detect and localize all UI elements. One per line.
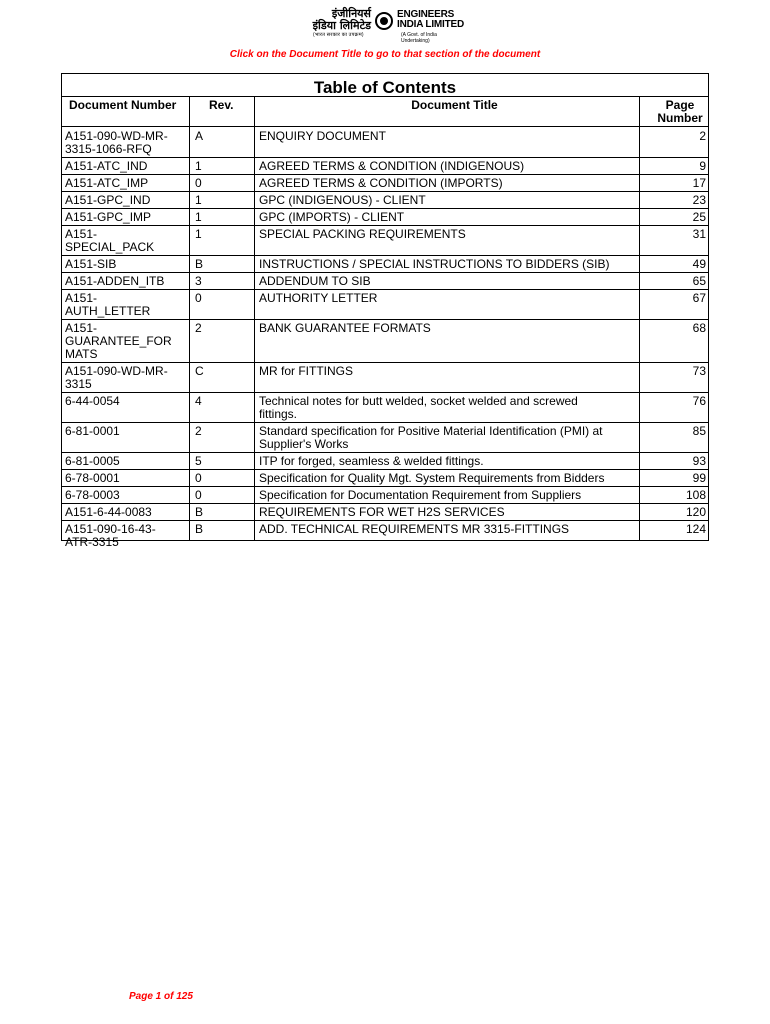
row-divider: [62, 157, 708, 158]
document-number: A151- SPECIAL_PACK: [65, 227, 155, 254]
page-number: 76: [692, 394, 706, 408]
document-number: A151-ATC_IMP: [65, 176, 149, 190]
row-divider: [62, 503, 708, 504]
revision: 0: [195, 176, 202, 190]
document-number: A151-6-44-0083: [65, 505, 152, 519]
header-page-number: Page Number: [657, 98, 703, 125]
row-divider: [62, 191, 708, 192]
document-title-link[interactable]: BANK GUARANTEE FORMATS: [259, 321, 431, 335]
document-number: A151-SIB: [65, 257, 117, 271]
logo-english-subtitle: (A Govt. of India Undertaking): [401, 32, 437, 44]
document-number: A151- AUTH_LETTER: [65, 291, 151, 318]
revision: 2: [195, 321, 202, 335]
revision: B: [195, 257, 204, 271]
toc-row[interactable]: [62, 319, 708, 362]
document-title-link[interactable]: GPC (IMPORTS) - CLIENT: [259, 210, 405, 224]
row-divider: [62, 469, 708, 470]
revision: 5: [195, 454, 202, 468]
document-title-link[interactable]: MR for FITTINGS: [259, 364, 353, 378]
logo-hindi-name: इंजीनियर्स इंडिया लिमिटेड: [312, 7, 371, 32]
row-divider: [62, 319, 708, 320]
revision: 4: [195, 394, 202, 408]
document-title-link[interactable]: AUTHORITY LETTER: [259, 291, 378, 305]
document-number: 6-78-0003: [65, 488, 120, 502]
document-title-link[interactable]: SPECIAL PACKING REQUIREMENTS: [259, 227, 466, 241]
document-title-link[interactable]: ADDENDUM TO SIB: [259, 274, 371, 288]
document-number: A151-ATC_IND: [65, 159, 148, 173]
toc-row[interactable]: [62, 127, 708, 157]
document-title-link[interactable]: GPC (INDIGENOUS) - CLIENT: [259, 193, 426, 207]
row-divider: [62, 452, 708, 453]
document-title-link[interactable]: Specification for Documentation Requirement from Suppliers: [259, 488, 582, 502]
header-document-title: Document Title: [411, 98, 498, 112]
document-number: A151-090-WD-MR- 3315: [65, 364, 168, 391]
page-number: 93: [692, 454, 706, 468]
revision: 1: [195, 159, 202, 173]
document-number: A151-ADDEN_ITB: [65, 274, 165, 288]
toc-row[interactable]: [62, 191, 708, 208]
document-number: A151-GPC_IND: [65, 193, 151, 207]
document-title-link[interactable]: AGREED TERMS & CONDITION (IMPORTS): [259, 176, 503, 190]
revision: A: [195, 129, 204, 143]
document-title-link[interactable]: Standard specification for Positive Material Identification (PMI) at Supplier's Works: [259, 424, 603, 451]
row-divider: [62, 174, 708, 175]
navigation-notice: Click on the Document Title to go to that section of the document: [229, 49, 541, 60]
toc-title: Table of Contents: [313, 78, 457, 97]
document-title-link[interactable]: INSTRUCTIONS / SPECIAL INSTRUCTIONS TO BIDDERS (SIB): [259, 257, 610, 271]
revision: 2: [195, 424, 202, 438]
document-title-link[interactable]: AGREED TERMS & CONDITION (INDIGENOUS): [259, 159, 525, 173]
toc-row[interactable]: [62, 392, 708, 422]
revision: 0: [195, 471, 202, 485]
toc-row[interactable]: [62, 422, 708, 452]
revision: 3: [195, 274, 202, 288]
document-number: 6-44-0054: [65, 394, 120, 408]
logo-hindi-subtitle: (भारत सरकार का उपक्रम): [313, 32, 364, 38]
toc-row[interactable]: [62, 503, 708, 520]
header-rev: Rev.: [209, 98, 234, 112]
toc-row[interactable]: [62, 174, 708, 191]
logo-emblem-icon: [375, 12, 393, 30]
document-title-link[interactable]: ADD. TECHNICAL REQUIREMENTS MR 3315-FITTINGS: [259, 522, 570, 536]
divider: [62, 96, 708, 97]
page-number: 17: [692, 176, 706, 190]
toc-row[interactable]: [62, 452, 708, 469]
document-number: 6-78-0001: [65, 471, 120, 485]
document-number: A151-090-WD-MR- 3315-1066-RFQ: [65, 129, 168, 156]
toc-row[interactable]: [62, 272, 708, 289]
row-divider: [62, 272, 708, 273]
page-number: 65: [692, 274, 706, 288]
row-divider: [62, 392, 708, 393]
document-title-link[interactable]: Technical notes for butt welded, socket welded and screwed fittings.: [259, 394, 578, 421]
toc-row[interactable]: [62, 362, 708, 392]
revision: 1: [195, 210, 202, 224]
header-document-number: Document Number: [69, 98, 177, 112]
table-of-contents: [61, 73, 709, 549]
page-number: 124: [685, 522, 706, 536]
row-divider: [62, 255, 708, 256]
toc-row[interactable]: [62, 289, 708, 319]
row-divider: [62, 486, 708, 487]
toc-row[interactable]: [62, 208, 708, 225]
revision: 0: [195, 291, 202, 305]
toc-row[interactable]: [62, 486, 708, 503]
document-title-link[interactable]: ITP for forged, seamless & welded fittings.: [259, 454, 484, 468]
toc-row[interactable]: [62, 469, 708, 486]
page-number: 23: [692, 193, 706, 207]
document-number: A151-GPC_IMP: [65, 210, 152, 224]
document-number: 6-81-0005: [65, 454, 120, 468]
row-divider: [62, 208, 708, 209]
page-number: 68: [692, 321, 706, 335]
document-title-link[interactable]: ENQUIRY DOCUMENT: [259, 129, 386, 143]
revision: 1: [195, 227, 202, 241]
revision: B: [195, 522, 204, 536]
toc-row[interactable]: [62, 520, 708, 550]
toc-row[interactable]: [62, 157, 708, 174]
page-number: 108: [685, 488, 706, 502]
document-title-link[interactable]: Specification for Quality Mgt. System Requirements from Bidders: [259, 471, 605, 485]
page-number: 49: [692, 257, 706, 271]
toc-row[interactable]: [62, 255, 708, 272]
toc-row[interactable]: [62, 225, 708, 255]
page-number: 2: [699, 129, 706, 143]
row-divider: [62, 225, 708, 226]
page-number: 73: [692, 364, 706, 378]
page-number: 9: [699, 159, 706, 173]
eil-logo: [305, 6, 465, 44]
document-number: A151-090-16-43- ATR-3315: [65, 522, 156, 549]
page-number: 25: [692, 210, 706, 224]
document-number: A151- GUARANTEE_FOR MATS: [65, 321, 172, 361]
revision: 1: [195, 193, 202, 207]
page-number: 120: [685, 505, 706, 519]
page-number: 31: [692, 227, 706, 241]
revision: C: [195, 364, 204, 378]
page-number: 85: [692, 424, 706, 438]
page-footer: Page 1 of 125: [129, 991, 193, 1002]
document-title-link[interactable]: REQUIREMENTS FOR WET H2S SERVICES: [259, 505, 505, 519]
row-divider: [62, 422, 708, 423]
page-number: 67: [692, 291, 706, 305]
logo-english-name: ENGINEERS INDIA LIMITED: [397, 9, 465, 30]
document-number: 6-81-0001: [65, 424, 120, 438]
page-number: 99: [692, 471, 706, 485]
row-divider: [62, 289, 708, 290]
row-divider: [62, 362, 708, 363]
revision: 0: [195, 488, 202, 502]
revision: B: [195, 505, 204, 519]
row-divider: [62, 520, 708, 521]
